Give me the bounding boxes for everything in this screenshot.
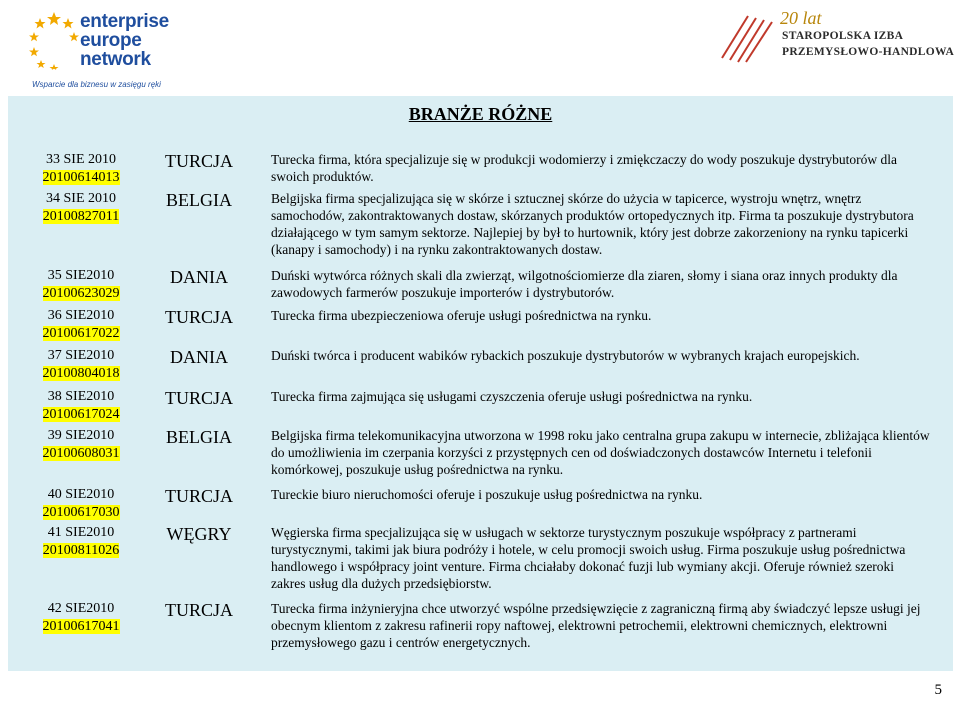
offer-reference: [26, 388, 136, 424]
offer-id: 38 SIE2010: [47, 389, 115, 404]
offer-id: 41 SIE2010: [47, 525, 115, 540]
offer-description: Węgierska firma specjalizująca się w usługach w sektorze turystycznym poszukuje współpracy z partnerami turystycznymi, takimi jak biura podróży i hotele, w celu promocji swoich usług. Firma poszukuje usług pośrednictwa handlowego i współpracy joint venture. Firma chciałaby dokonać fuzji lub wymiany akcji. Oferuje również szeroki zakres usług dla dużych przedsiębiorstw.: [271, 525, 906, 591]
offer-ref-number: 20100804018: [42, 366, 120, 381]
enterprise-europe-network-logo: [28, 6, 168, 94]
star-circle-icon: [28, 10, 80, 70]
chamber-name: [782, 28, 954, 60]
een-logo-line-3: network: [80, 49, 151, 70]
offer-id: 40 SIE2010: [47, 487, 115, 502]
offer-ref-number: 20100617030: [42, 505, 120, 520]
offer-country: BELGIA: [166, 427, 232, 447]
een-logo-line-1: enterprise: [80, 11, 169, 32]
chamber-name-line-2: PRZEMYSŁOWO-HANDLOWA: [782, 46, 955, 58]
offer-reference: [26, 190, 136, 226]
offer-country: TURCJA: [164, 486, 233, 506]
offer-reference: [26, 151, 136, 187]
chamber-name-line-1: STAROPOLSKA IZBA: [782, 30, 904, 42]
offer-description: Turecka firma, która specjalizuje się w produkcji wodomierzy i zmiękczaczy do wody poszukuje dystrybutorów dla swoich produktów.: [271, 152, 897, 184]
offer-ref-number: 20100811026: [42, 543, 120, 558]
offer-country: DANIA: [170, 267, 228, 287]
offer-id: 42 SIE2010: [47, 601, 115, 616]
offer-ref-number: 20100623029: [42, 286, 120, 301]
offer-description: Belgijska firma telekomunikacyjna utworzona w 1998 roku jako centralna grupa zakupu w internecie, zbliżająca klientów do umożliwienia im czerpania korzyści z przystępnych cen od doświadczonych dostawców Internetu i telefonii komórkowej, poszukuje usług pośrednictwa na rynku.: [271, 428, 930, 477]
offer-country: DANIA: [170, 347, 228, 367]
offer-country: WĘGRY: [166, 524, 232, 544]
offer-reference: [26, 307, 136, 343]
offer-description: Tureckie biuro nieruchomości oferuje i poszukuje usług pośrednictwa na rynku.: [271, 487, 703, 502]
offer-reference: [26, 267, 136, 303]
offer-reference: [26, 600, 136, 636]
een-logo-line-2: europe: [80, 30, 142, 51]
offer-country: BELGIA: [166, 190, 232, 210]
offer-ref-number: 20100614013: [42, 170, 120, 185]
offer-id: 34 SIE 2010: [46, 191, 116, 206]
offer-id: 39 SIE2010: [47, 428, 115, 443]
offer-id: 35 SIE2010: [47, 268, 115, 283]
offer-description: Duński twórca i producent wabików rybackich poszukuje dystrybutorów w wybranych krajach europejskich.: [271, 348, 860, 363]
offer-reference: [26, 347, 136, 383]
offer-description: Turecka firma inżynieryjna chce utworzyć wspólne przedsięwzięcie z zagraniczną firmą aby świadczyć lepsze usługi jej obecnym klientom z zakresu rafinerii ropy naftowej, elektrowni petrochemii, elektrowni chemicznych, elektrowni przemysłowego gazu i centrów energetycznych.: [271, 601, 921, 650]
offer-description: Turecka firma zajmująca się usługami czyszczenia oferuje usługi pośrednictwa na rynku.: [271, 389, 753, 404]
offer-ref-number: 20100617022: [42, 326, 120, 341]
anniversary-label: 20 lat: [780, 8, 822, 28]
offer-id: 37 SIE2010: [47, 348, 115, 363]
offer-ref-number: 20100617041: [42, 619, 120, 634]
section-title: BRANŻE RÓŻNE: [408, 104, 553, 124]
anniversary-swoosh-icon: [718, 12, 786, 64]
offer-id: 36 SIE2010: [47, 308, 115, 323]
offer-ref-number: 20100608031: [42, 446, 120, 461]
offer-id: 33 SIE 2010: [46, 152, 116, 167]
offer-country: TURCJA: [164, 307, 233, 327]
offers-panel: [8, 96, 953, 671]
offer-country: TURCJA: [164, 600, 233, 620]
staropolska-izba-logo: [718, 8, 955, 70]
offer-description: Duński wytwórca różnych skali dla zwierząt, wilgotnościomierze dla ziaren, słomy i siana oraz innych produkty dla zawodowych farmerów poszukuje importerów i dystrybutorów.: [271, 268, 898, 300]
een-tagline: Wsparcie dla biznesu w zasięgu ręki: [32, 80, 161, 89]
offer-ref-number: 20100827011: [42, 209, 120, 224]
offer-reference: [26, 486, 136, 522]
offer-description: Turecka firma ubezpieczeniowa oferuje usługi pośrednictwa na rynku.: [271, 308, 652, 323]
page-number: 5: [934, 682, 942, 698]
offer-country: TURCJA: [164, 151, 233, 171]
offer-country: TURCJA: [164, 388, 233, 408]
een-logo-text: [80, 12, 169, 69]
offer-description: Belgijska firma specjalizująca się w skórze i sztucznej skórze do użycia w tapicerce, wystroju wnętrz, wnętrz samochodów, zakontraktowanych dostaw, skórzanych produktów ortopedycznych itp. Firma ta poszukuje dystrybutora działającego w tym samym sektorze. Najlepiej by był to hurtownik, który jest dobrze zakorzeniony na rynku tapicerki (kanapy i samochody) i na rynku zakontraktowanych dostaw.: [271, 191, 914, 257]
offer-reference: [26, 524, 136, 560]
offer-reference: [26, 427, 136, 463]
offer-ref-number: 20100617024: [42, 407, 120, 422]
